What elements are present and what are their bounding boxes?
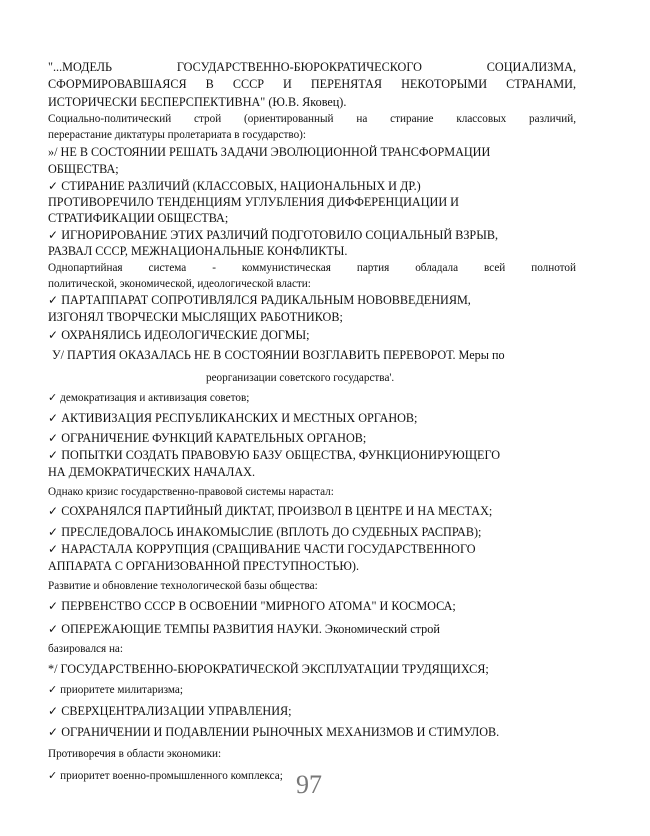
text-line: ✓ ОГРАНИЧЕНИИ И ПОДАВЛЕНИИ РЫНОЧНЫХ МЕХАНИЗМОВ И СТИМУЛОВ. xyxy=(48,725,500,739)
text-line: ✓ НАРАСТАЛА КОРРУПЦИЯ (СРАЩИВАНИЕ ЧАСТИ ГОСУДАРСТВЕННОГО xyxy=(48,542,476,556)
text-line: ✓ ОХРАНЯЛИСЬ ИДЕОЛОГИЧЕСКИЕ ДОГМЫ; xyxy=(48,328,310,342)
text-line: ✓ демократизация и активизация советов; xyxy=(48,392,250,404)
text-line: СТРАТИФИКАЦИИ ОБЩЕСТВА; xyxy=(48,211,229,225)
text-line: У/ ПАРТИЯ ОКАЗАЛАСЬ НЕ В СОСТОЯНИИ ВОЗГЛАВИТЬ ПЕРЕВОРОТ. Меры по xyxy=(52,348,505,362)
text-line: базировался на: xyxy=(48,643,124,655)
text-line: ✓ ПРЕСЛЕДОВАЛОСЬ ИНАКОМЫСЛИЕ (ВПЛОТЬ ДО СУДЕБНЫХ РАСПРАВ); xyxy=(48,525,482,539)
page-number: 97 xyxy=(296,770,322,799)
text-line: ✓ ПЕРВЕНСТВО СССР В ОСВОЕНИИ "МИРНОГО АТОМА" И КОСМОСА; xyxy=(48,599,456,613)
text-line: ✓ ПАРТАППАРАТ СОПРОТИВЛЯЛСЯ РАДИКАЛЬНЫМ НОВОВВЕДЕНИЯМ, xyxy=(48,293,471,307)
text-line: Противоречия в области экономики: xyxy=(48,748,222,760)
text-line: ПРОТИВОРЕЧИЛО ТЕНДЕНЦИЯМ УГЛУБЛЕНИЯ ДИФФЕРЕНЦИАЦИИ И xyxy=(48,195,459,209)
text-line: */ ГОСУДАРСТВЕННО-БЮРОКРАТИЧЕСКОЙ ЭКСПЛУАТАЦИИ ТРУДЯЩИХСЯ; xyxy=(48,662,489,676)
text-line: РАЗВАЛ СССР, МЕЖНАЦИОНАЛЬНЫЕ КОНФЛИКТЫ. xyxy=(48,244,348,258)
text-line: Развитие и обновление технологической базы общества: xyxy=(48,580,318,592)
text-line: Однопартийная система - коммунистическая партия обладала всей полнотой xyxy=(48,262,576,274)
text-line: ИЗГОНЯЛ ТВОРЧЕСКИ МЫСЛЯЩИХ РАБОТНИКОВ; xyxy=(48,310,343,324)
text-line: ✓ приоритет военно-промышленного комплекса; xyxy=(48,770,283,782)
text-line: перерастание диктатуры пролетариата в государство): xyxy=(48,129,306,141)
text-line: »/ НЕ В СОСТОЯНИИ РЕШАТЬ ЗАДАЧИ ЭВОЛЮЦИОННОЙ ТРАНСФОРМАЦИИ xyxy=(48,145,491,159)
text-line: ИСТОРИЧЕСКИ БЕСПЕРСПЕКТИВНА" (Ю.В. Яковец). xyxy=(48,95,347,109)
text-line: АППАРАТА С ОРГАНИЗОВАННОЙ ПРЕСТУПНОСТЬЮ). xyxy=(48,559,360,573)
text-line: ✓ СВЕРХЦЕНТРАЛИЗАЦИИ УПРАВЛЕНИЯ; xyxy=(48,704,292,718)
text-line: "...МОДЕЛЬ ГОСУДАРСТВЕННО-БЮРОКРАТИЧЕСКОГО СОЦИАЛИЗМА, xyxy=(48,60,576,74)
text-line: СФОРМИРОВАВШАЯСЯ В СССР И ПЕРЕНЯТАЯ НЕКОТОРЫМИ СТРАНАМИ, xyxy=(48,77,576,91)
text-line: ✓ ИГНОРИРОВАНИЕ ЭТИХ РАЗЛИЧИЙ ПОДГОТОВИЛО СОЦИАЛЬНЫЙ ВЗРЫВ, xyxy=(48,228,499,242)
text-line: ✓ ОПЕРЕЖАЮЩИЕ ТЕМПЫ РАЗВИТИЯ НАУКИ. Экономический строй xyxy=(48,622,440,636)
text-line: ✓ СОХРАНЯЛСЯ ПАРТИЙНЫЙ ДИКТАТ, ПРОИЗВОЛ В ЦЕНТРЕ И НА МЕСТАХ; xyxy=(48,504,493,518)
text-line: Социально-политический строй (ориентированный на стирание классовых различий, xyxy=(48,113,576,125)
text-line: ✓ приоритете милитаризма; xyxy=(48,684,183,696)
text-line: ✓ АКТИВИЗАЦИЯ РЕСПУБЛИКАНСКИХ И МЕСТНЫХ ОРГАНОВ; xyxy=(48,411,418,425)
text-line: политической, экономической, идеологической власти: xyxy=(48,278,311,290)
text-line: Однако кризис государственно-правовой системы нарастал: xyxy=(48,486,334,498)
text-line: НА ДЕМОКРАТИЧЕСКИХ НАЧАЛАХ. xyxy=(48,465,256,479)
text-line: ОБЩЕСТВА; xyxy=(48,162,119,176)
text-line: ✓ СТИРАНИЕ РАЗЛИЧИЙ (КЛАССОВЫХ, НАЦИОНАЛЬНЫХ И ДР.) xyxy=(48,179,421,193)
text-line: ✓ ОГРАНИЧЕНИЕ ФУНКЦИЙ КАРАТЕЛЬНЫХ ОРГАНОВ; xyxy=(48,431,367,445)
text-line: реорганизации советского государства'. xyxy=(206,372,395,384)
text-line: ✓ ПОПЫТКИ СОЗДАТЬ ПРАВОВУЮ БАЗУ ОБЩЕСТВА, ФУНКЦИОНИРУЮЩЕГО xyxy=(48,448,500,462)
